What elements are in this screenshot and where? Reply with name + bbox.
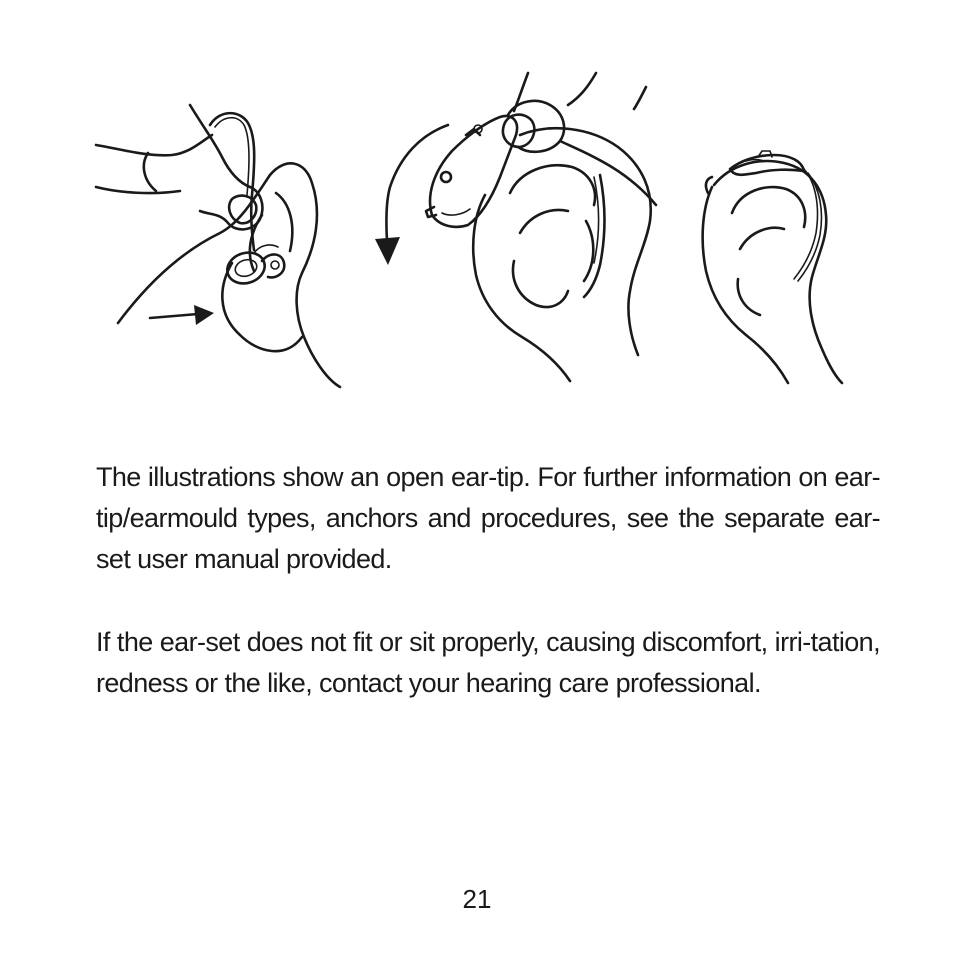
arrow-curved-head	[375, 237, 400, 265]
ear-front-3	[703, 187, 788, 383]
fitting-illustrations-svg	[90, 65, 850, 400]
finger-knuckle-1	[144, 153, 156, 191]
fitting-illustrations	[90, 65, 850, 400]
paragraph-fit-warning: If the ear-set does not fit or sit properly, causing discomfort, irri-tation, redness or the like, contact your hearing care professional.	[96, 627, 880, 698]
paragraph-open-ear-tip: The illustrations show an open ear-tip. For further information on ear-tip/earmould types, anchors and procedures, see the separate ear-set user manual provided.	[96, 462, 880, 574]
finger-lower-1	[96, 187, 180, 193]
finger-2c	[634, 87, 646, 109]
ear-antihelix-3	[740, 228, 784, 249]
ear-helix-2	[510, 165, 595, 205]
ear-lobe-1	[222, 263, 302, 351]
open-ear-tip	[223, 245, 284, 288]
ear-outline-2	[520, 128, 651, 355]
arrow-curved-stem	[386, 125, 448, 241]
finger-upper-1	[96, 135, 212, 155]
ear-front-2	[473, 195, 570, 381]
arrow-right-head	[194, 305, 214, 325]
figure-place-behind-ear	[375, 73, 656, 381]
ear-tragus-2	[584, 221, 593, 281]
figure-insert-ear-tip	[96, 105, 340, 387]
page-number: 21	[462, 884, 492, 914]
figure-instrument-fitted	[703, 151, 842, 383]
ear-concha-2	[513, 261, 568, 307]
ear-outline-3	[714, 161, 842, 383]
ear-inner-fold-1	[276, 193, 292, 251]
ear-helix-3	[732, 187, 805, 227]
ear-antihelix-2	[520, 210, 568, 233]
ear-concha-3	[738, 279, 760, 315]
arrow-right-stem	[150, 314, 198, 318]
finger-2b	[568, 73, 596, 105]
hearing-instrument-3	[730, 151, 804, 175]
